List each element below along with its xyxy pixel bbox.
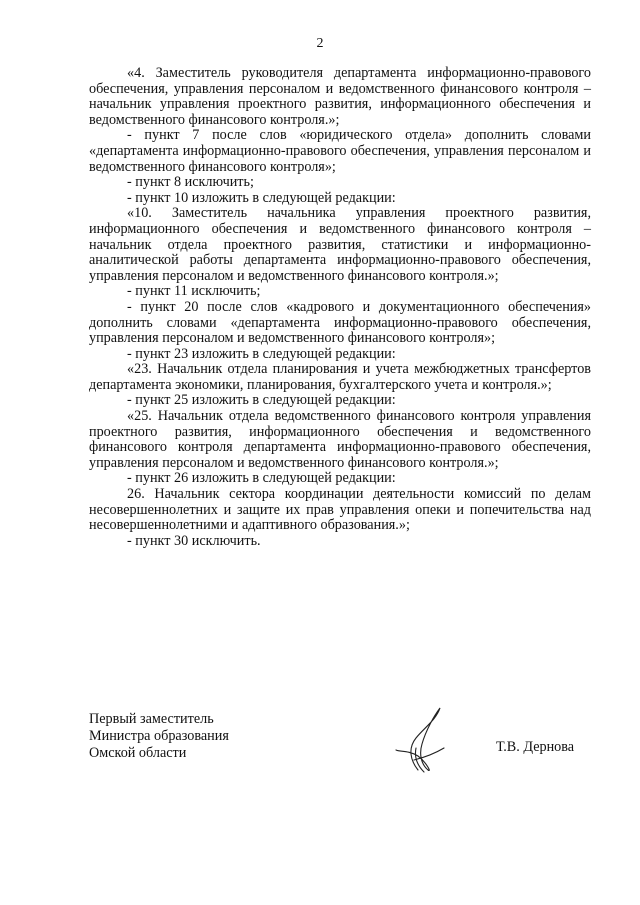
paragraph: - пункт 25 изложить в следующей редакции:	[127, 392, 396, 409]
signatory-position	[89, 711, 229, 762]
paragraph: - пункт 20 после слов «кадрового и документационного обеспечения» дополнить словами «департамента информационно-правового обеспечения, управления персоналом и ведомственного финансового контроля»;	[89, 298, 591, 347]
page-number: 2	[316, 36, 324, 51]
paragraph: «4. Заместитель руководителя департамента информационно-правового обеспечения, управления персоналом и ведомственного финансового контроля – начальник управления проектного развития, информационного обеспечения и ведомственного финансового контроля.»;	[89, 65, 591, 128]
paragraph: «10. Заместитель начальника управления проектного развития, информационного обеспечения и ведомственного финансового контроля – начальник отдела проектного развития, статистики и информационно-аналитической работы департамента информационно-правового обеспечения, управления персоналом и ведомственного финансового контроля.»;	[89, 205, 591, 284]
signatory-position-line: Первый заместитель	[89, 711, 214, 727]
paragraph: - пункт 10 изложить в следующей редакции:	[127, 189, 396, 206]
paragraph: - пункт 26 изложить в следующей редакции:	[127, 470, 396, 487]
paragraph: «25. Начальник отдела ведомственного финансового контроля управления проектного развития, информационного обеспечения и ведомственного финансового контроля департамента информационно-правового обеспечения, управления персоналом и ведомственного финансового контроля.»;	[89, 408, 591, 471]
paragraph: - пункт 7 после слов «юридического отдела» дополнить словами «департамента информационно-правового обеспечения, управления персоналом и ведомственного финансового контроля»;	[89, 127, 591, 175]
signatory-position-line: Министра образования	[89, 728, 229, 744]
paragraph: - пункт 8 исключить;	[127, 174, 254, 191]
document-body	[89, 66, 591, 549]
paragraph: 26. Начальник сектора координации деятельности комиссий по делам несовершеннолетних и защите их прав управления опеки и попечительства над несовершеннолетними и адаптивного образования.»;	[89, 486, 591, 534]
signatory-position-line: Омской области	[89, 745, 187, 761]
handwritten-signature	[388, 700, 458, 780]
paragraph: - пункт 23 изложить в следующей редакции:	[127, 345, 396, 362]
paragraph: - пункт 30 исключить.	[127, 532, 261, 549]
paragraph: «23. Начальник отдела планирования и учета межбюджетных трансфертов департамента экономики, планирования, бухгалтерского учета и контроля.»;	[89, 361, 591, 393]
paragraph: - пункт 11 исключить;	[127, 283, 261, 300]
signatory-name: Т.В. Дернова	[496, 739, 575, 755]
